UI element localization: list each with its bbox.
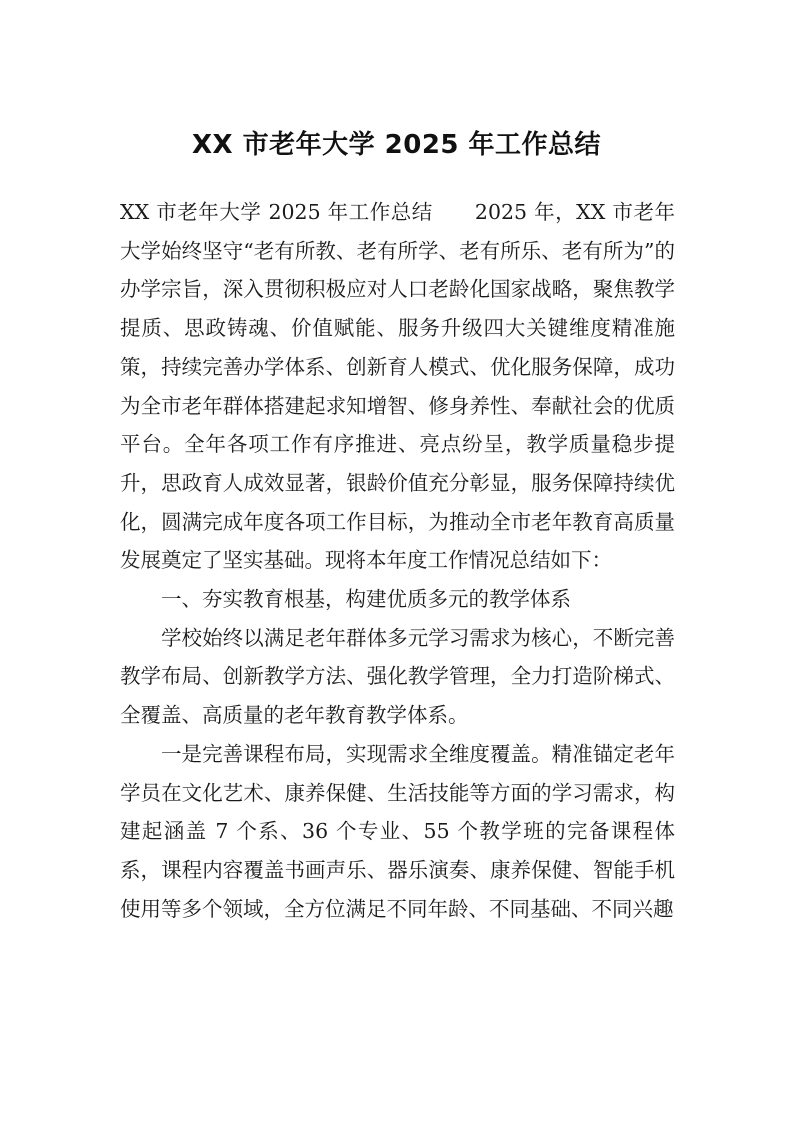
section-1-paragraph: 学校始终以满足老年群体多元学习需求为核心，不断完善教学布局、创新教学方法、强化教学管理，全力打造阶梯式、全覆盖、高质量的老年教育教学体系。	[120, 625, 675, 728]
section-1-point-1-paragraph: 一是完善课程布局，实现需求全维度覆盖。精准锚定老年学员在文化艺术、康养保健、生活技能等方面的学习需求，构建起涵盖 7 个系、36 个专业、55 个教学班的完备课程体系，课程内容覆盖书画声乐、器乐演奏、康养保健、智能手机使用等多个领域，全方位满足不同年龄、不同基础、不同兴趣	[120, 741, 675, 921]
document-title: XX 市老年大学 2025 年工作总结	[191, 130, 602, 160]
section-heading-1: 一、夯实教育根基，构建优质多元的教学体系	[161, 587, 571, 612]
document-body	[120, 193, 675, 928]
intro-paragraph: XX 市老年大学 2025 年工作总结 2025 年，XX 市老年大学始终坚守“老有所教、老有所学、老有所乐、老有所为”的办学宗旨，深入贯彻积极应对人口老龄化国家战略，聚焦教学提质、思政铸魂、价值赋能、服务升级四大关键维度精准施策，持续完善办学体系、创新育人模式、优化服务保障，成功为全市老年群体搭建起求知增智、修身养性、奉献社会的优质平台。全年各项工作有序推进、亮点纷呈，教学质量稳步提升，思政育人成效显著，银龄价值充分彰显，服务保障持续优化，圆满完成年度各项工作目标，为推动全市老年教育高质量发展奠定了坚实基础。现将本年度工作情况总结如下：	[120, 200, 675, 573]
